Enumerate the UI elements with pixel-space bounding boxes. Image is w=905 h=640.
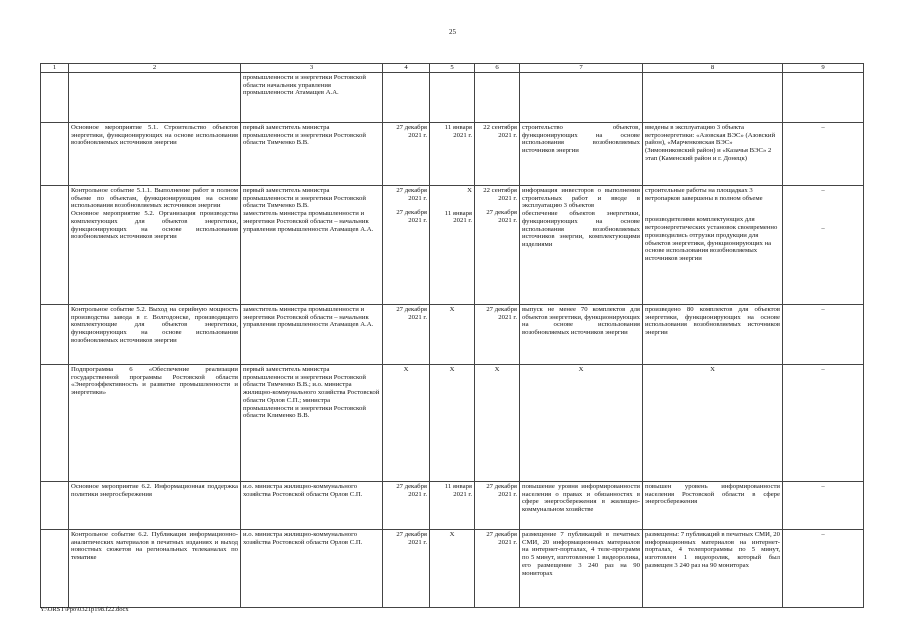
- cell-actual-result: введены в эксплуатацию 3 объекта ветроэнергетики: «Азовская ВЭС» (Азовский район), «Марченковская ВЭС» (Зимовниковский район) и «Казачья ВЭС» 2 этап (Каменский район и г. Донецк): [643, 123, 783, 186]
- cell-actual-result: X: [643, 365, 783, 482]
- cell-event: Контрольное событие 5.2. Выход на серийную мощность производства завода в г. Волгодонске, производящего комплектующие для объектов энергетики, функционирующих на основе использования возобновляемых источников энергии: [69, 305, 241, 365]
- cell-responsible: первый заместитель министра промышленности и энергетики Ростовской области Тимченко В.В.: [241, 123, 383, 186]
- cell-reason: [783, 73, 864, 123]
- expected-b: обеспечение объектов энергетики, функционирующих на основе использования возобновляемых источников энергии, комплектующими изделиями: [522, 210, 640, 248]
- cell-plan-date: 27 декабря 2021 г.: [383, 123, 430, 186]
- table-row: [41, 123, 864, 186]
- cell-responsible: [241, 186, 383, 305]
- cell-responsible: и.о. министра жилищно-коммунального хозяйства Ростовской области Орлов С.П.: [241, 530, 383, 608]
- cell-expected-result: размещение 7 публикаций в печатных СМИ, 20 информационных материалов на интернет-порталах, 4 теле-программ по 5 минут, изготовление 1 видеоролика, его размещение 3 240 раз на 90 мониторах: [520, 530, 643, 608]
- table-row: [41, 530, 864, 608]
- reason-a: –: [821, 187, 825, 194]
- cell-end-date: [475, 73, 520, 123]
- plan-date-a: 27 декабря 2021 г.: [396, 187, 427, 202]
- cell-num: [41, 482, 69, 530]
- cell-start-date: X: [430, 305, 475, 365]
- col-header: 6: [475, 64, 520, 73]
- cell-num: [41, 530, 69, 608]
- cell-end-date: 27 декабря 2021 г.: [475, 482, 520, 530]
- cell-responsible: заместитель министра промышленности и энергетики Ростовской области – начальник управления промышленности Атамащев А.А.: [241, 305, 383, 365]
- cell-reason: [783, 186, 864, 305]
- cell-num: [41, 186, 69, 305]
- responsible-a: первый заместитель министра промышленности и энергетики Ростовской области Тимченко В.В.: [243, 187, 366, 210]
- cell-num: [41, 365, 69, 482]
- plan-date-b: 27 декабря 2021 г.: [396, 209, 427, 225]
- cell-event: Контрольное событие 6.2. Публикация информационно-аналитических материалов в печатных изданиях и выход новостных сюжетов на региональных телеканалах по тематике: [69, 530, 241, 608]
- cell-expected-result: выпуск не менее 70 комплектов для объектов энергетики, функционирующих на основе использования возобновляемых источников энергии: [520, 305, 643, 365]
- cell-plan-date: [383, 73, 430, 123]
- cell-start-date: X: [430, 365, 475, 482]
- report-table: [40, 63, 864, 608]
- cell-end-date: 27 декабря 2021 г.: [475, 530, 520, 608]
- cell-plan-date: [383, 186, 430, 305]
- start-date-b: 11 января 2021 г.: [444, 209, 472, 225]
- cell-reason: –: [783, 365, 864, 482]
- cell-start-date: [430, 186, 475, 305]
- page-number: 25: [449, 28, 456, 36]
- cell-actual-result: размещены: 7 публикаций в печатных СМИ, 20 информационных материалов на интернет-порталах, 4 телепрограммы по 5 минут, изготовлен 1 видеоролик, который был размещен 3 240 раз на 90 мониторах: [643, 530, 783, 608]
- file-path-footer: Y:\ORST\Ppo\0321p198.f22.docx: [40, 606, 129, 613]
- col-header: 7: [520, 64, 643, 73]
- end-date-a: 22 сентября 2021 г.: [483, 187, 517, 202]
- cell-start-date: X: [430, 530, 475, 608]
- cell-expected-result: X: [520, 365, 643, 482]
- responsible-b: заместитель министра промышленности и энергетики Ростовской области – начальник управления промышленности Атамащев А.А.: [243, 210, 374, 233]
- cell-num: [41, 73, 69, 123]
- col-header: 4: [383, 64, 430, 73]
- cell-actual-result: [643, 186, 783, 305]
- cell-responsible: первый заместитель министра промышленности и энергетики Ростовской области Тимченко В.В.; и.о. министра жилищно-коммунального хозяйства Ростовской области Орлов С.П.; министра промышленности и энергетики Ростовской области Клименко В.В.: [241, 365, 383, 482]
- cell-event: [69, 186, 241, 305]
- cell-start-date: [430, 73, 475, 123]
- actual-b: производителями комплектующих для ветроэнергетических установок своевременно производились отгрузки продукции для объектов энергетики, функционирующих на основе использования возобновляемых источников энергии: [645, 216, 778, 262]
- cell-expected-result: [520, 73, 643, 123]
- cell-responsible: промышленности и энергетики Ростовской области начальник управления промышленности Атамащев А.А.: [241, 73, 383, 123]
- cell-event: Подпрограмма 6 «Обеспечение реализации государственной программы Ростовской области «Энергоэффективность и развитие промышленности и энергетики»: [69, 365, 241, 482]
- col-header: 9: [783, 64, 864, 73]
- cell-event: Основное мероприятие 5.1. Строительство объектов энергетики, функционирующих на основе использования возобновляемых источников энергии: [69, 123, 241, 186]
- table-row: [41, 186, 864, 305]
- reason-b: –: [821, 224, 825, 232]
- header-row: [41, 64, 864, 73]
- cell-end-date: X: [475, 365, 520, 482]
- cell-actual-result: [643, 73, 783, 123]
- cell-plan-date: 27 декабря 2021 г.: [383, 530, 430, 608]
- cell-reason: –: [783, 123, 864, 186]
- cell-num: [41, 305, 69, 365]
- col-header: 8: [643, 64, 783, 73]
- actual-a: строительные работы на площадках 3 ветропарков завершены в полном объеме: [645, 187, 763, 202]
- cell-reason: –: [783, 482, 864, 530]
- cell-event: Основное мероприятие 6.2. Информационная поддержка политики энергосбережения: [69, 482, 241, 530]
- col-header: 2: [69, 64, 241, 73]
- expected-a: информация инвесторов о выполнении строительных работ и вводе в эксплуатацию 3 объектов: [522, 187, 640, 210]
- cell-actual-result: повышен уровень информированности населения Ростовской области в сфере энергосбережения: [643, 482, 783, 530]
- table-row: [41, 305, 864, 365]
- cell-end-date: 22 сентября 2021 г.: [475, 123, 520, 186]
- cell-responsible: и.о. министра жилищно-коммунального хозяйства Ростовской области Орлов С.П.: [241, 482, 383, 530]
- start-date-a: X: [467, 187, 472, 194]
- end-date-b: 27 декабря 2021 г.: [486, 209, 517, 225]
- cell-reason: –: [783, 305, 864, 365]
- cell-end-date: [475, 186, 520, 305]
- cell-expected-result: строительство объектов, функционирующих на основе использования возобновляемых источников энергии: [520, 123, 643, 186]
- col-header: 5: [430, 64, 475, 73]
- cell-actual-result: произведено 80 комплектов для объектов энергетики, функционирующих на основе использования возобновляемых источников энергии: [643, 305, 783, 365]
- cell-plan-date: 27 декабря 2021 г.: [383, 482, 430, 530]
- table-row: [41, 365, 864, 482]
- cell-start-date: 11 января 2021 г.: [430, 123, 475, 186]
- col-header: 3: [241, 64, 383, 73]
- cell-plan-date: 27 декабря 2021 г.: [383, 305, 430, 365]
- cell-plan-date: X: [383, 365, 430, 482]
- cell-expected-result: повышение уровня информированности населения о правах и обязанностях в сфере энергосбережения в жилищно-коммунальном хозяйстве: [520, 482, 643, 530]
- table-row: [41, 482, 864, 530]
- cell-end-date: 27 декабря 2021 г.: [475, 305, 520, 365]
- cell-start-date: 11 января 2021 г.: [430, 482, 475, 530]
- cell-expected-result: [520, 186, 643, 305]
- control-event-5-1-1: Контрольное событие 5.1.1. Выполнение работ в полном объеме по объектам, функционирующим на основе использования возобновляемых источников энергии: [71, 187, 238, 210]
- table-row: [41, 73, 864, 123]
- cell-num: [41, 123, 69, 186]
- cell-reason: –: [783, 530, 864, 608]
- main-activity-5-2: Основное мероприятие 5.2. Организация производства комплектующих для объектов энергетики, функционирующих на основе использования возобновляемых источников энергии: [71, 210, 238, 241]
- col-header: 1: [41, 64, 69, 73]
- cell-event: [69, 73, 241, 123]
